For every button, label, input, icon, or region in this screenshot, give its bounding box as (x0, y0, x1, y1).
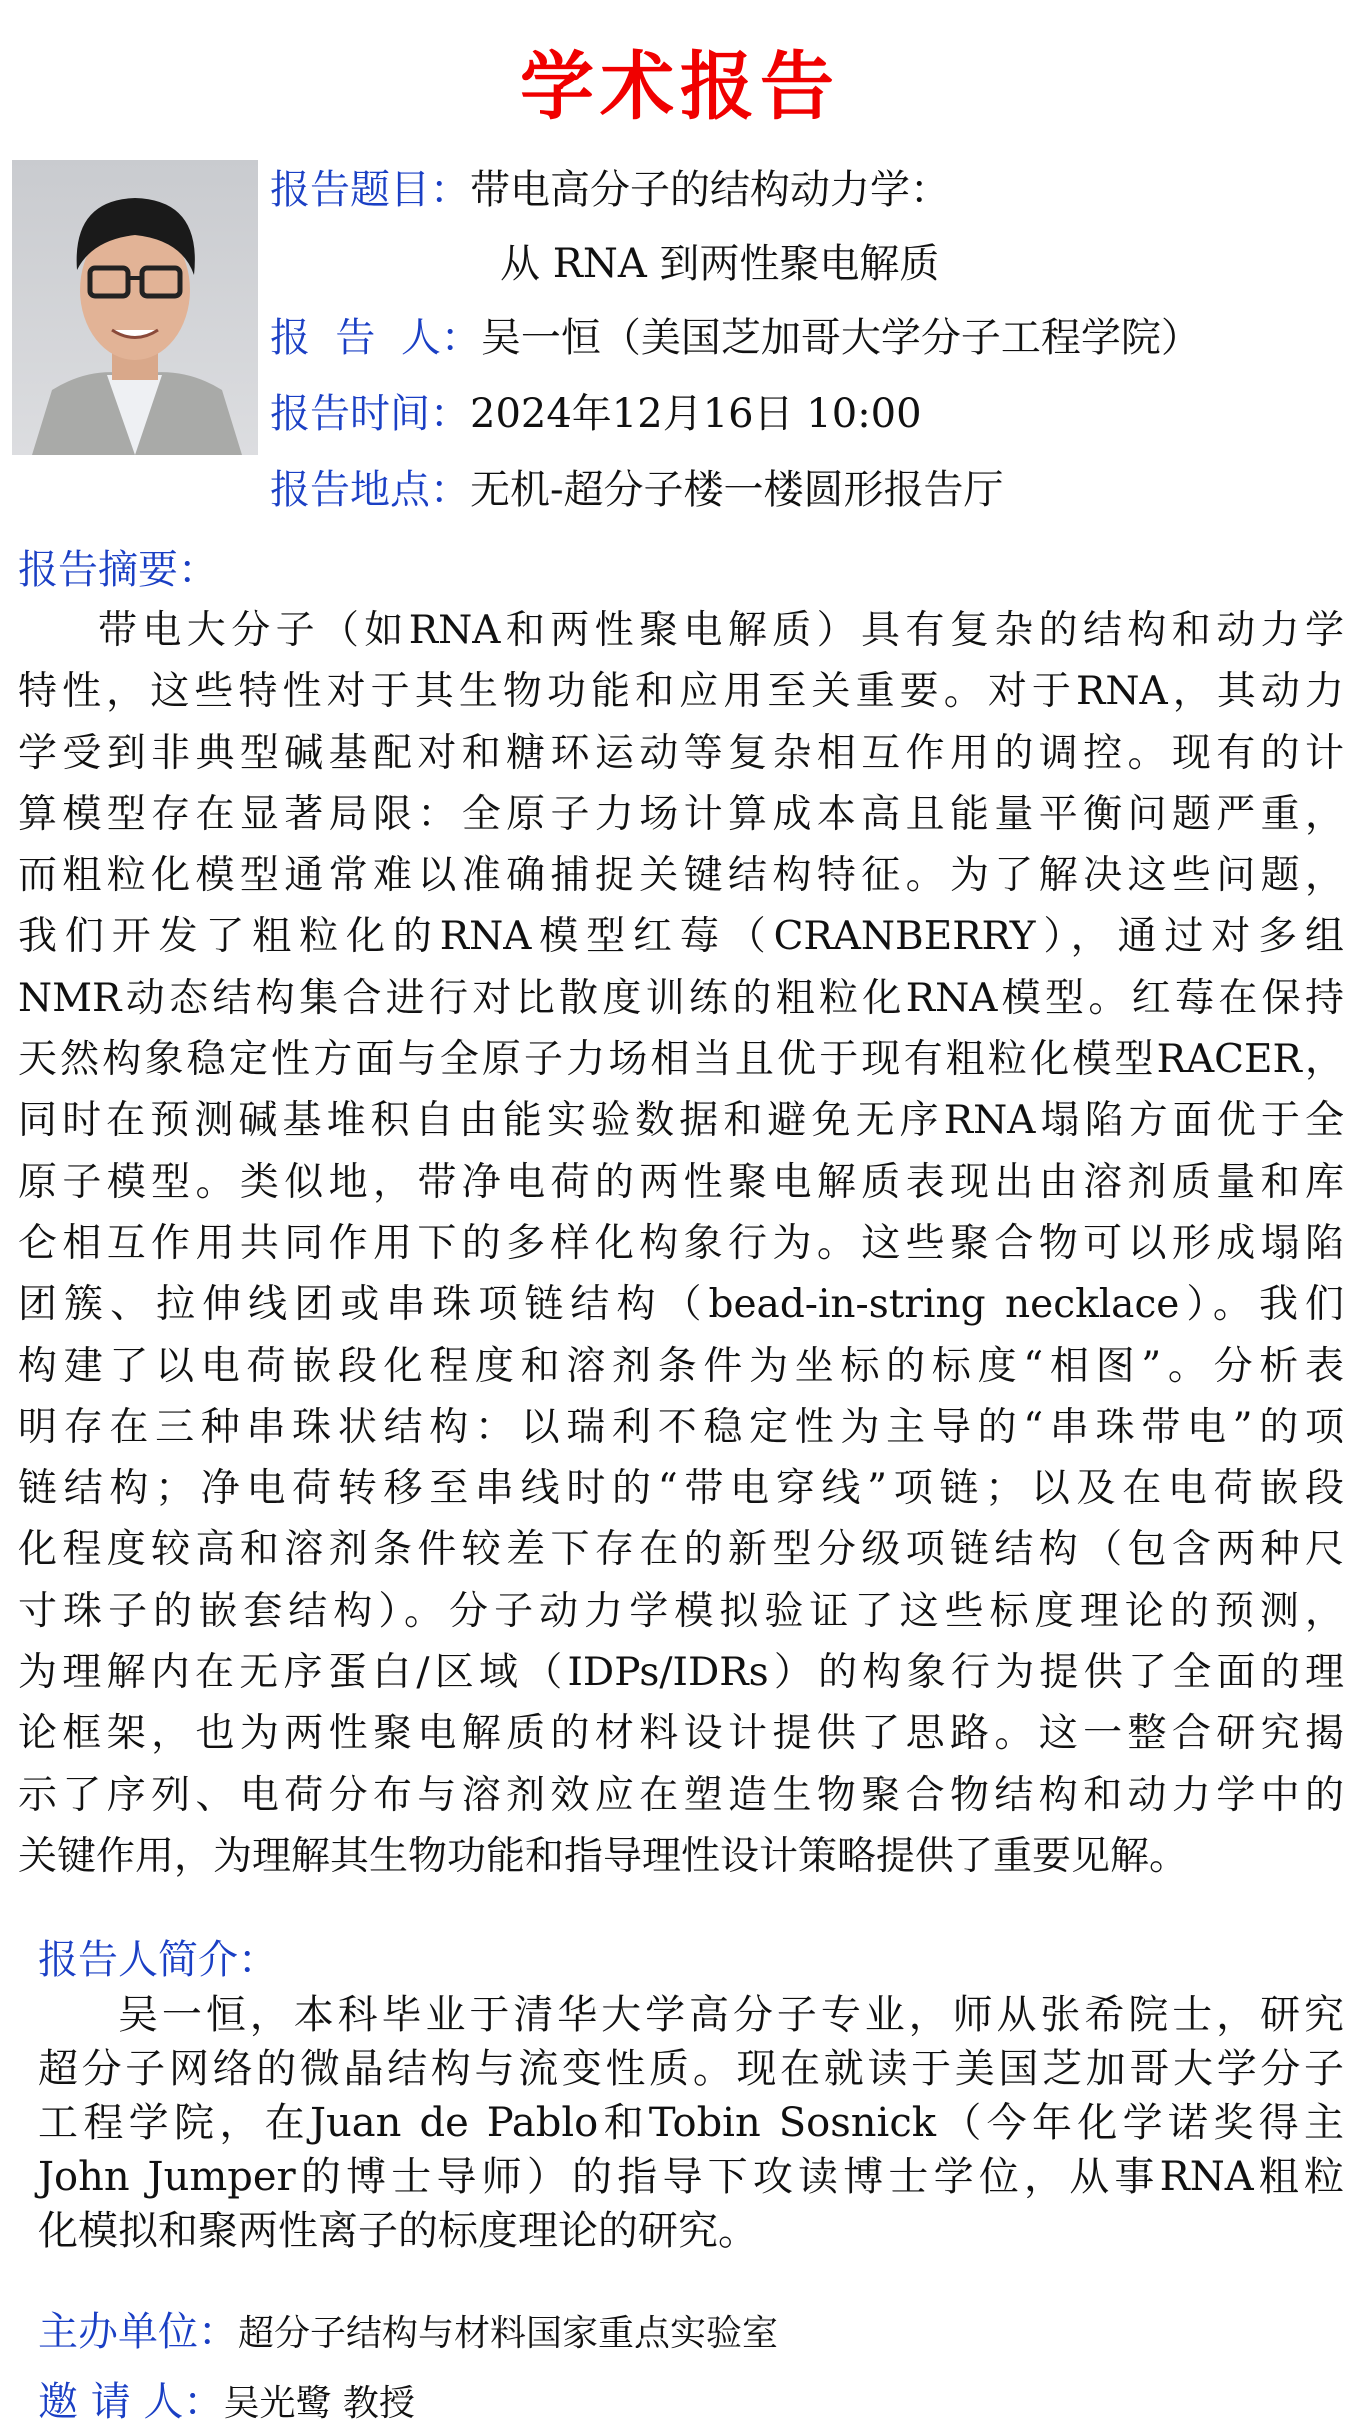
abstract-heading: 报告摘要： (18, 547, 218, 593)
abstract-line: 为理解内在无序蛋白/区域（IDPs/IDRs）的构象行为提供了全面的理 (18, 1650, 1344, 1696)
bio-line: John Jumper的博士导师）的指导下攻读博士学位，从事RNA粗粒 (38, 2154, 1344, 2200)
inviter-value: 吴光鹭 教授 (223, 2383, 415, 2424)
organizer-value: 超分子结构与材料国家重点实验室 (238, 2313, 779, 2354)
bio-text (38, 1988, 1344, 2258)
abstract-line: 链结构；净电荷转移至串线时的“带电穿线”项链；以及在电荷嵌段 (18, 1466, 1344, 1512)
location-label: 报告地点： (270, 467, 470, 513)
abstract-line: 明存在三种串珠状结构：以瑞利不稳定性为主导的“串珠带电”的项 (18, 1404, 1344, 1450)
organizer-row (38, 2300, 778, 2357)
time-label: 报告时间： (270, 391, 470, 437)
speaker-value: 吴一恒（美国芝加哥大学分子工程学院） (480, 315, 1201, 361)
info-row-speaker (270, 306, 1201, 363)
abstract-line: 天然构象稳定性方面与全原子力场相当且优于现有粗粒化模型RACER， (18, 1037, 1344, 1083)
abstract-line: 带电大分子（如RNA和两性聚电解质）具有复杂的结构和动力学 (98, 608, 1344, 653)
topic-label: 报告题目： (270, 167, 470, 213)
speaker-photo (12, 160, 258, 455)
info-row-topic-cont (500, 232, 939, 289)
abstract-line: 构建了以电荷嵌段化程度和溶剂条件为坐标的标度“相图”。分析表 (18, 1343, 1344, 1389)
location-value: 无机-超分子楼一楼圆形报告厅 (470, 467, 1004, 513)
bio-line: 超分子网络的微晶结构与流变性质。现在就读于美国芝加哥大学分子 (38, 2046, 1344, 2092)
topic-value-cont: 从 RNA 到两性聚电解质 (500, 241, 940, 287)
info-row-time (270, 382, 922, 439)
abstract-line: 化程度较高和溶剂条件较差下存在的新型分级项链结构（包含两种尺 (18, 1527, 1344, 1573)
abstract-line: 仑相互作用共同作用下的多样化构象行为。这些聚合物可以形成塌陷 (18, 1220, 1344, 1266)
abstract-line: 算模型存在显著局限：全原子力场计算成本高且能量平衡问题严重， (18, 791, 1344, 837)
abstract-line: 我们开发了粗粒化的RNA模型红莓（CRANBERRY），通过对多组 (18, 914, 1344, 960)
abstract-line: 关键作用，为理解其生物功能和指导理性设计策略提供了重要见解。 (18, 1833, 1189, 1879)
abstract-line: 同时在预测碱基堆积自由能实验数据和避免无序RNA塌陷方面优于全 (18, 1098, 1344, 1144)
abstract-line: NMR动态结构集合进行对比散度训练的粗粒化RNA模型。红莓在保持 (18, 975, 1344, 1021)
page-title: 学术报告 (520, 44, 840, 130)
abstract-line: 而粗粒化模型通常难以准确捕捉关键结构特征。为了解决这些问题， (18, 853, 1344, 899)
abstract-line: 学受到非典型碱基配对和糖环运动等复杂相互作用的调控。现有的计 (18, 730, 1344, 776)
inviter-label: 邀 请 人： (38, 2379, 224, 2425)
inviter-row (38, 2370, 415, 2427)
bio-line: 化模拟和聚两性离子的标度理论的研究。 (38, 2208, 758, 2254)
abstract-line: 特性，这些特性对于其生物功能和应用至关重要。对于RNA，其动力 (18, 669, 1344, 715)
abstract-line: 论框架，也为两性聚电解质的材料设计提供了思路。这一整合研究揭 (18, 1711, 1344, 1757)
organizer-label: 主办单位： (38, 2309, 238, 2355)
info-row-location (270, 458, 1004, 515)
abstract-text (18, 600, 1344, 1887)
speaker-label: 报 告 人： (270, 315, 481, 361)
time-value: 2024年12月16日 10:00 (470, 391, 922, 437)
info-row-topic (270, 158, 950, 215)
topic-value: 带电高分子的结构动力学： (470, 167, 950, 213)
bio-line: 工程学院，在Juan de Pablo和Tobin Sosnick（今年化学诺奖得主 (38, 2100, 1344, 2146)
abstract-line: 示了序列、电荷分布与溶剂效应在塑造生物聚合物结构和动力学中的 (18, 1772, 1344, 1818)
abstract-line: 团簇、拉伸线团或串珠项链结构（bead-in-string necklace）。我们 (18, 1282, 1344, 1328)
abstract-line: 原子模型。类似地，带净电荷的两性聚电解质表现出由溶剂质量和库 (18, 1159, 1344, 1205)
abstract-line: 寸珠子的嵌套结构）。分子动力学模拟验证了这些标度理论的预测， (18, 1588, 1344, 1634)
bio-line: 吴一恒，本科毕业于清华大学高分子专业，师从张希院士，研究 (118, 1992, 1344, 2038)
bio-heading: 报告人简介： (38, 1937, 278, 1983)
